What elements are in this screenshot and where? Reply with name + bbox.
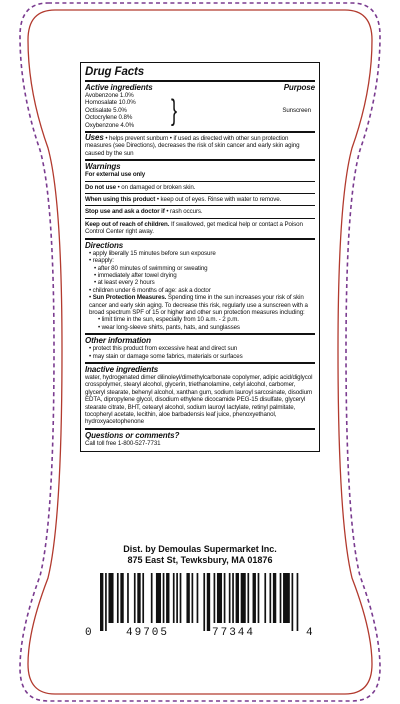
barcode-bar — [269, 573, 271, 623]
active-ingredients-block — [85, 92, 315, 129]
inactive-ingredients-section — [85, 362, 315, 426]
directions-line: • reapply: — [89, 257, 114, 265]
directions-line: • immediately after towel drying — [94, 271, 177, 279]
barcode-bar — [264, 573, 266, 623]
barcode-bar — [297, 573, 299, 631]
barcode-bar — [100, 573, 103, 631]
barcode-bar — [229, 573, 231, 623]
barcode-bar — [273, 573, 276, 623]
stop-use-row — [85, 205, 315, 215]
active-ingredient: Octisalate 5.0% — [85, 106, 127, 114]
inactive-ingredients-heading: Inactive ingredients — [85, 364, 159, 374]
directions-line: • at least every 2 hours — [94, 279, 155, 287]
barcode-bar — [151, 573, 153, 623]
when-using-label: When using this product — [85, 196, 156, 204]
distributor-name: Dist. by Demoulas Supermarket Inc. — [123, 544, 277, 554]
barcode-bar — [280, 573, 282, 623]
other-information-line: • protect this product from excessive heat and direct sun — [89, 345, 238, 353]
barcode-bar — [137, 573, 140, 623]
barcode-bar — [180, 573, 182, 623]
barcode-bar — [117, 573, 119, 623]
stop-use-label: Stop use and ask a doctor if — [85, 208, 165, 216]
drug-facts-title: Drug Facts — [85, 66, 315, 82]
barcode-bar — [214, 573, 216, 623]
sun-protection-line: • limit time in the sun, especially from 10 a.m. - 2 p.m. — [98, 316, 239, 324]
sun-protection-text: Spending time in the sun increases your risk of skin cancer and early skin aging. To decrease this risk, regularly use a sunscreen with a broad spectrum SPF of 15 or higher and other sun protection measures including: — [89, 294, 308, 316]
barcode-bar — [197, 573, 199, 623]
barcode-bar — [247, 573, 249, 623]
active-ingredients-heading: Active ingredients — [85, 83, 153, 92]
when-using-text: • keep out of eyes. Rinse with water to remove. — [156, 196, 282, 204]
barcode-bar — [120, 573, 123, 623]
barcode-bar — [292, 573, 294, 631]
active-ingredient: Homosalate 10.0% — [85, 99, 136, 107]
barcode-bar — [217, 573, 222, 623]
barcode-group-2: 77344 — [212, 627, 256, 639]
distributor-address: 875 East St, Tewksbury, MA 01876 — [127, 555, 273, 565]
barcode-bar — [186, 573, 189, 623]
drug-facts-panel — [80, 62, 320, 452]
do-not-use-row — [85, 181, 315, 191]
active-ingredient: Octocrylene 0.8% — [85, 114, 133, 122]
directions-line: • after 80 minutes of swimming or sweating — [94, 264, 208, 272]
barcode-bar — [134, 573, 136, 623]
active-ingredients-list — [85, 92, 169, 129]
when-using-row — [85, 193, 315, 203]
directions-line: • apply liberally 15 minutes before sun exposure — [89, 249, 216, 257]
questions-phone: Call toll free 1-800-527-7731 — [85, 439, 161, 447]
directions-heading: Directions — [85, 240, 124, 250]
barcode-digit-right: 4 — [306, 627, 313, 639]
directions-line: • children under 6 months of age: ask a doctor — [89, 286, 211, 294]
barcode-bar — [241, 573, 246, 623]
external-use-text: For external use only — [85, 171, 146, 179]
uses-section — [85, 131, 315, 157]
active-ingredient: Oxybenzone 4.0% — [85, 121, 135, 129]
keep-out-row — [85, 218, 315, 236]
warnings-heading: Warnings — [85, 162, 121, 172]
keep-out-label: Keep out of reach of children. — [85, 220, 170, 228]
keep-out-text: If swallowed, get medical help or contact a Poison Control Center right away. — [85, 220, 303, 236]
questions-section — [85, 428, 315, 447]
inactive-ingredients-text: water, hydrogenated dimer dilinoleyl/dimethylcarbonate copolymer, adipic acid/diglycol crosspolymer, stearyl alcohol, glycerin, triethanolamine, cetyl alcohol, carbomer, glyceryl stearate, behenyl alcohol, xanthan gum, sodium lauroyl sarcosinate, disodium EDTA, dipropylene glycol, disodium ethylene dicocamide PEG-15 disulfate, glyceryl stearate citrate, BHT, cetearyl alcohol, sodium lauroyl lactylate, retinyl palmitate, tocopheryl acetate, lecithin, aloe barbadensis leaf juice, phenoxyethanol, hydroxyacetophenone — [85, 373, 313, 426]
barcode-bar — [253, 573, 256, 623]
barcode-bar — [156, 573, 161, 623]
other-information-section — [85, 333, 315, 360]
barcode-bar — [258, 573, 260, 623]
uses-heading: Uses — [85, 133, 104, 143]
other-information-line: • may stain or damage some fabrics, materials or surfaces — [89, 352, 243, 360]
sun-protection-paragraph: • Sun Protection Measures. Spending time in the sun increases your risk of skin cancer and early skin aging. To decrease this risk, regularly use a sunscreen with a broad spectrum SPF of 15 or higher and other sun protection measures including: — [89, 294, 308, 316]
do-not-use-text: • on damaged or broken skin. — [117, 183, 196, 191]
barcode-bar — [166, 573, 169, 623]
barcode-bar — [105, 573, 107, 631]
warnings-section — [85, 159, 315, 235]
purpose-heading: Purpose — [283, 83, 315, 92]
other-information-heading: Other information — [85, 336, 151, 346]
barcode-bar — [142, 573, 144, 623]
distributor-block — [80, 544, 320, 566]
barcode-bar — [108, 573, 113, 623]
sun-protection-line: • wear long-sleeve shirts, pants, hats, and sunglasses — [98, 323, 240, 331]
purpose-value: Sunscreen — [282, 106, 311, 114]
barcode-bar — [127, 573, 129, 623]
barcode-bar — [192, 573, 194, 623]
barcode-bar — [236, 573, 239, 623]
barcode-icon — [100, 573, 300, 631]
uses-text: • helps prevent sunburn • if used as directed with other sun protection measures (see Directions), decreases the risk of skin cancer and early skin aging caused by the sun — [85, 135, 300, 157]
barcode-bar — [173, 573, 175, 623]
barcode-bar — [176, 573, 178, 623]
active-ingredient: Avobenzone 1.0% — [85, 92, 134, 99]
barcode-digit-left: 0 — [85, 627, 92, 639]
barcode-bar — [283, 573, 290, 623]
sun-protection-label: Sun Protection Measures. — [92, 294, 167, 302]
barcode-bar — [207, 573, 210, 631]
barcode-bar — [232, 573, 234, 623]
questions-heading: Questions or comments? — [85, 430, 180, 440]
directions-section — [85, 238, 315, 331]
brace-icon: } — [171, 93, 177, 127]
barcode-bar — [224, 573, 226, 623]
active-ingredients-header — [85, 83, 315, 92]
do-not-use-label: Do not use — [85, 183, 116, 191]
barcode-bar — [203, 573, 205, 631]
barcode-bar — [163, 573, 165, 623]
barcode-group-1: 49705 — [126, 627, 170, 639]
stop-use-text: • rash occurs. — [166, 208, 203, 216]
